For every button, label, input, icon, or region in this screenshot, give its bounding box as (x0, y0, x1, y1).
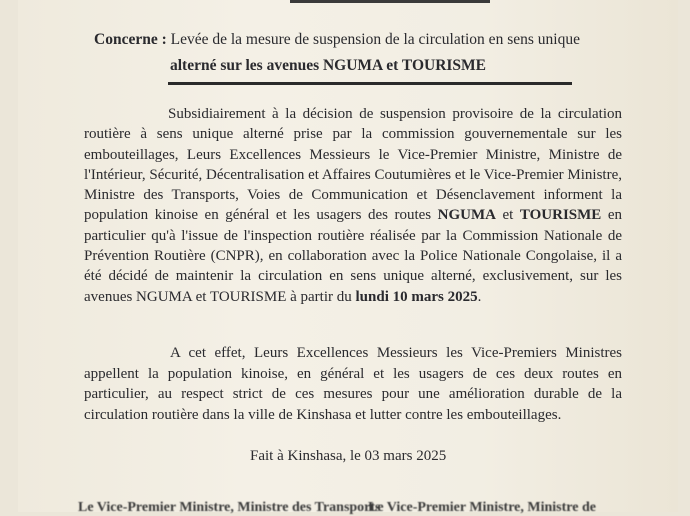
signatory-right: Le Vice-Premier Ministre, Ministre de (368, 500, 596, 515)
subject-label: Concerne : (94, 31, 167, 48)
paragraph-1-road-nguma: NGUMA (437, 207, 496, 224)
top-divider (290, 0, 490, 3)
paragraph-1-text-b: et (495, 207, 520, 224)
subject-underline (168, 82, 572, 85)
paragraph-1-text-c: en particulier qu'à l'issue de l'inspection routière réalisée par la Commission Nationale de Prévention Routière (CNPR), en collaboration avec la Police Nationale Congolaise, il a été décidé de maintenir la circulation en sens unique alterné, exclusivement, sur les avenues NGUMA et TOURISME à partir du (84, 207, 622, 305)
signatory-left: Le Vice-Premier Ministre, Ministre des Transports (78, 500, 381, 515)
paragraph-1-effective-date: lundi 10 mars 2025 (355, 288, 478, 305)
paragraph-1 (84, 104, 622, 307)
subject-heading (94, 30, 634, 49)
paragraph-2: A cet effet, Leurs Excellences Messieurs les Vice-Premiers Ministres appellent la population kinoise, en général et les usagers de ces deux routes en particulier, au respect strict de ces mesures pour une amélioration durable de la circulation routière dans la ville de Kinshasa et lutter contre les embouteillages. (84, 345, 622, 423)
subject-line-2: alterné sur les avenues NGUMA et TOURISME (170, 57, 487, 74)
paragraph-1-text-d: . (477, 288, 482, 305)
subject-line-1: Levée de la mesure de suspension de la circulation en sens unique (170, 31, 580, 48)
paragraph-1-road-tourisme: TOURISME (519, 207, 602, 224)
paragraph-1-text-a: Subsidiairement à la décision de suspension provisoire de la circulation routière à sens unique alterné prise par la commission gouvernementale sur les embouteillages, Leurs Excellences Messieurs le Vice-Premier Ministre, Ministre de l'Intérieur, Sécurité, Décentralisation et Affaires Coutumières et le Vice-Premier Ministre, Ministre des Transports, Voies de Communication et Désenclavement informent la population kinoise en général et les usagers des routes (84, 106, 622, 224)
date-place-line: Fait à Kinshasa, le 03 mars 2025 (250, 448, 447, 464)
